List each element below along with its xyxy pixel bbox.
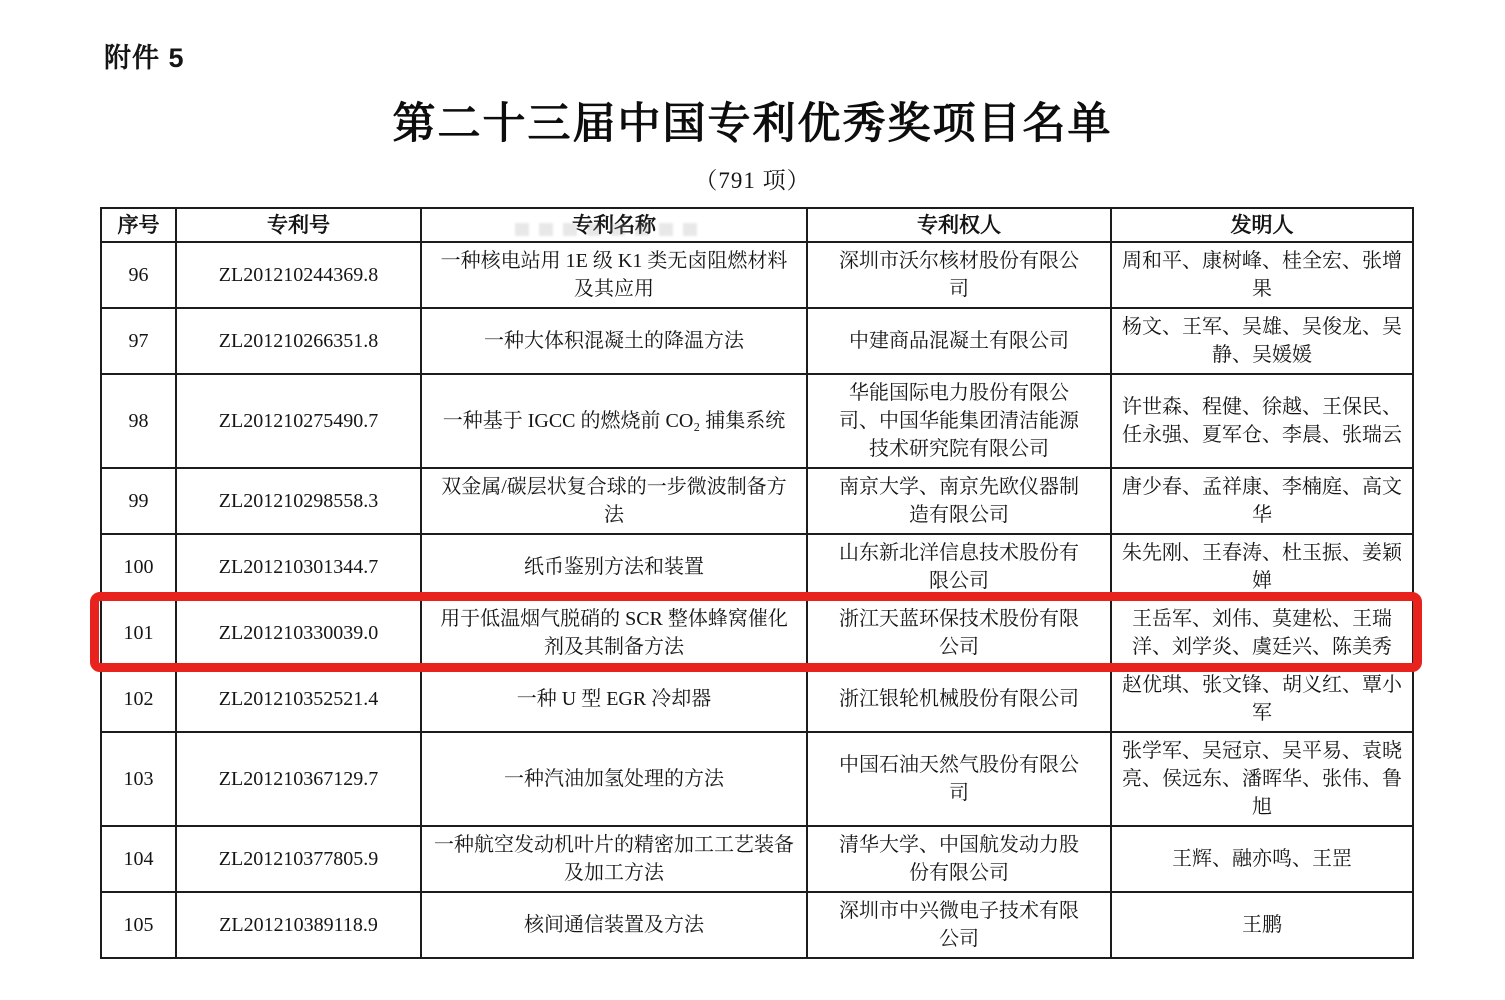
cell-patentee: 浙江银轮机械股份有限公司	[807, 666, 1111, 732]
cell-patent-no: ZL201210301344.7	[176, 534, 421, 600]
table-header-row	[101, 208, 1413, 242]
cell-patentee: 中建商品混凝土有限公司	[807, 308, 1111, 374]
page-title: 第二十三届中国专利优秀奖项目名单	[392, 100, 1113, 148]
patent-table-wrap	[100, 207, 1412, 959]
cell-patentee: 南京大学、南京先欧仪器制造有限公司	[807, 468, 1111, 534]
cell-patentee: 深圳市沃尔核材股份有限公司	[807, 242, 1111, 308]
column-header-3: 专利权人	[807, 208, 1111, 242]
cell-patent-no: ZL201210377805.9	[176, 826, 421, 892]
cell-patent-name: 纸币鉴别方法和装置	[421, 534, 807, 600]
cell-patent-no: ZL201210367129.7	[176, 732, 421, 826]
cell-patentee: 浙江天蓝环保技术股份有限公司	[807, 600, 1111, 666]
cell-no: 99	[101, 468, 176, 534]
cell-inventors: 张学军、吴冠京、吴平易、袁晓亮、侯远东、潘晖华、张伟、鲁旭	[1111, 732, 1413, 826]
cell-inventors: 许世森、程健、徐越、王保民、任永强、夏军仓、李晨、张瑞云	[1111, 374, 1413, 468]
cell-patent-no: ZL201210352521.4	[176, 666, 421, 732]
attachment-label: 附件 5	[104, 43, 185, 73]
cell-inventors: 杨文、王军、吴雄、吴俊龙、吴静、吴媛媛	[1111, 308, 1413, 374]
cell-no: 101	[101, 600, 176, 666]
table-row	[101, 374, 1413, 468]
cell-patent-name: 一种汽油加氢处理的方法	[421, 732, 807, 826]
table-row	[101, 600, 1413, 666]
table-row	[101, 534, 1413, 600]
cell-patent-no: ZL201210275490.7	[176, 374, 421, 468]
cell-patentee: 中国石油天然气股份有限公司	[807, 732, 1111, 826]
table-row	[101, 732, 1413, 826]
cell-no: 104	[101, 826, 176, 892]
table-row	[101, 892, 1413, 958]
cell-patent-name: 用于低温烟气脱硝的 SCR 整体蜂窝催化剂及其制备方法	[421, 600, 807, 666]
cell-patent-no: ZL201210298558.3	[176, 468, 421, 534]
cell-inventors: 朱先刚、王春涛、杜玉振、姜颖婵	[1111, 534, 1413, 600]
cell-no: 100	[101, 534, 176, 600]
cell-patentee: 华能国际电力股份有限公司、中国华能集团清洁能源技术研究院有限公司	[807, 374, 1111, 468]
item-count: （791 项）	[694, 168, 811, 193]
cell-patent-name: 一种大体积混凝土的降温方法	[421, 308, 807, 374]
cell-inventors: 赵优琪、张文锋、胡义红、覃小军	[1111, 666, 1413, 732]
cell-inventors: 唐少春、孟祥康、李楠庭、高文华	[1111, 468, 1413, 534]
table-body	[101, 242, 1413, 958]
cell-patent-no: ZL201210266351.8	[176, 308, 421, 374]
table-row	[101, 666, 1413, 732]
cell-patent-no: ZL201210244369.8	[176, 242, 421, 308]
cell-no: 96	[101, 242, 176, 308]
cell-patent-name: 一种基于 IGCC 的燃烧前 CO₂ 捕集系统	[421, 374, 807, 468]
cell-inventors: 王辉、融亦鸣、王罡	[1111, 826, 1413, 892]
patent-table	[100, 207, 1414, 959]
table-row	[101, 468, 1413, 534]
cell-inventors: 王岳军、刘伟、莫建松、王瑞洋、刘学炎、虞廷兴、陈美秀	[1111, 600, 1413, 666]
table-row	[101, 242, 1413, 308]
cell-patentee: 清华大学、中国航发动力股份有限公司	[807, 826, 1111, 892]
cell-patent-name: 一种 U 型 EGR 冷却器	[421, 666, 807, 732]
cell-no: 103	[101, 732, 176, 826]
cell-no: 102	[101, 666, 176, 732]
cell-inventors: 王鹏	[1111, 892, 1413, 958]
cell-patent-name: 一种航空发动机叶片的精密加工工艺装备及加工方法	[421, 826, 807, 892]
cell-no: 105	[101, 892, 176, 958]
column-header-0: 序号	[101, 208, 176, 242]
column-header-1: 专利号	[176, 208, 421, 242]
cell-patent-no: ZL201210389118.9	[176, 892, 421, 958]
cell-no: 97	[101, 308, 176, 374]
table-row	[101, 308, 1413, 374]
cell-patentee: 深圳市中兴微电子技术有限公司	[807, 892, 1111, 958]
cell-patentee: 山东新北洋信息技术股份有限公司	[807, 534, 1111, 600]
cell-patent-name: 双金属/碳层状复合球的一步微波制备方法	[421, 468, 807, 534]
table-row	[101, 826, 1413, 892]
cell-no: 98	[101, 374, 176, 468]
cell-patent-name: 一种核电站用 1E 级 K1 类无卤阻燃材料及其应用	[421, 242, 807, 308]
cell-patent-name: 核间通信装置及方法	[421, 892, 807, 958]
column-header-2: 专利名称	[421, 208, 807, 242]
cell-patent-no: ZL201210330039.0	[176, 600, 421, 666]
cell-inventors: 周和平、康树峰、桂全宏、张增果	[1111, 242, 1413, 308]
column-header-4: 发明人	[1111, 208, 1413, 242]
